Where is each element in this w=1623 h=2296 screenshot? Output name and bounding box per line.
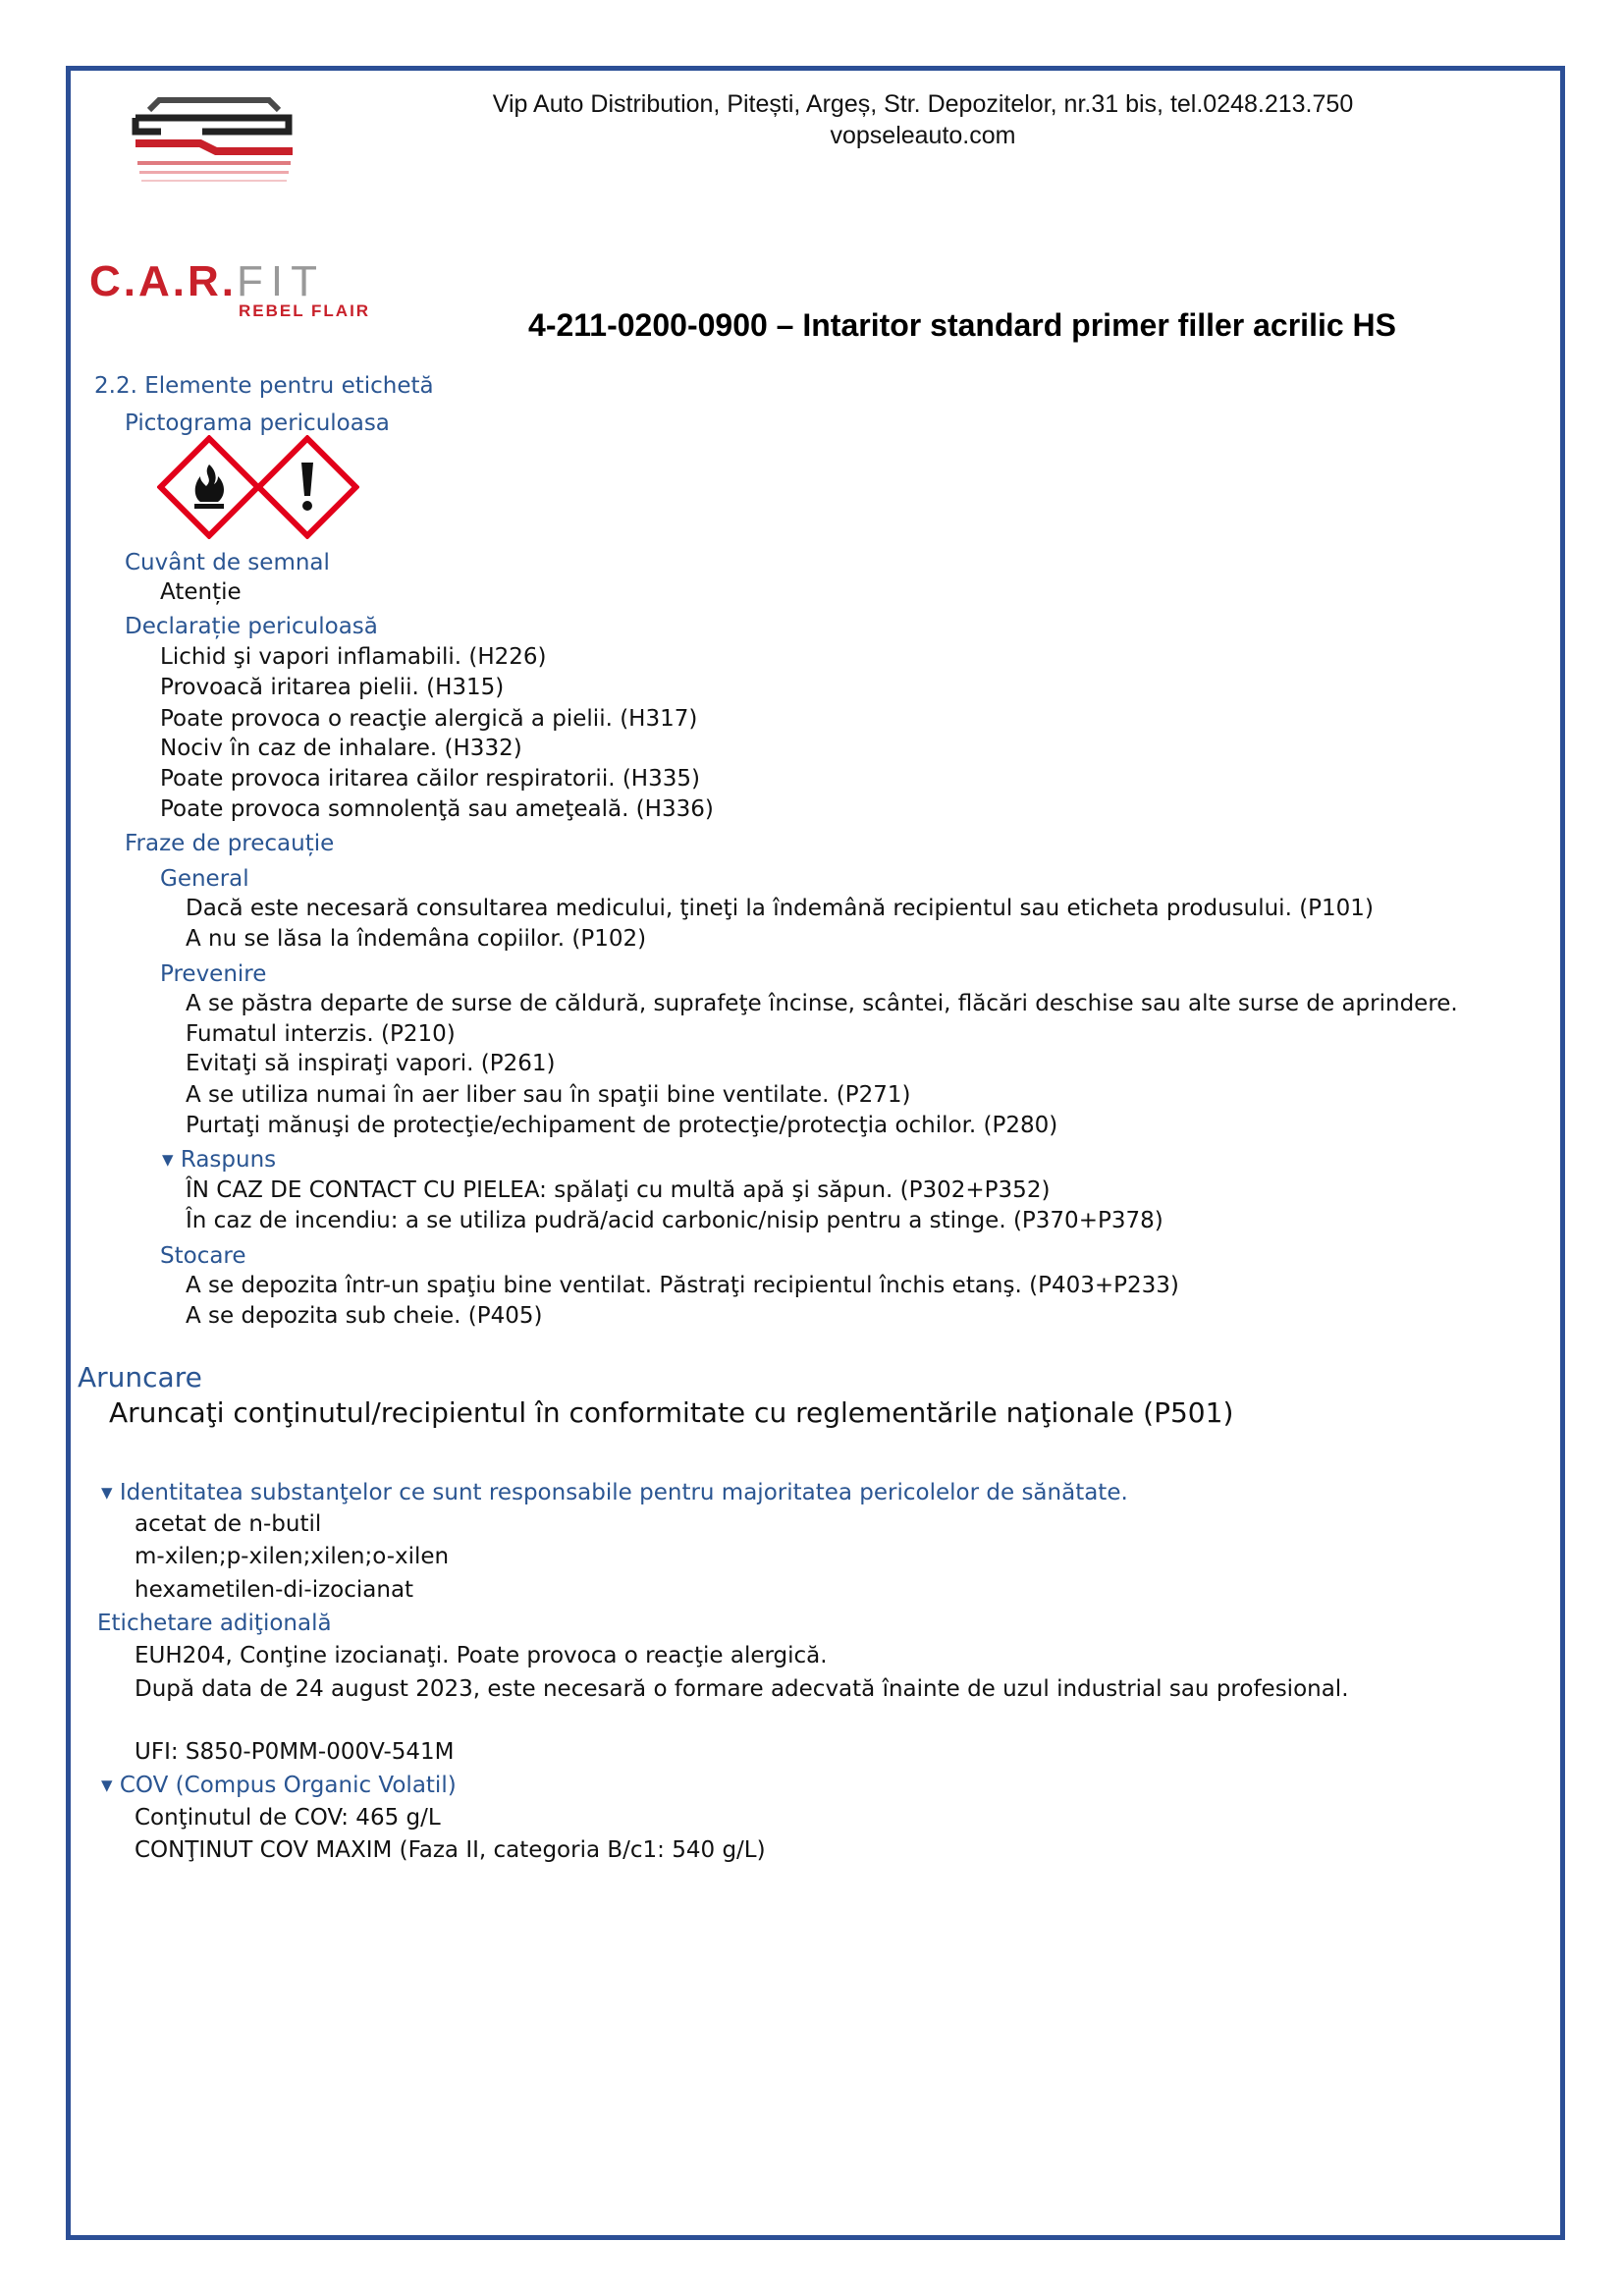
general-heading: General <box>160 866 249 892</box>
additional-line: După data de 24 august 2023, este necesară o formare adecvată înainte de uzul industrial sau profesional. <box>135 1676 1349 1702</box>
storage-heading: Stocare <box>160 1243 246 1269</box>
general-statement: Dacă este necesară consultarea medicului, ţineţi la îndemână recipientul sau eticheta produsului. (P101) <box>186 896 1374 921</box>
exclamation-icon <box>255 435 359 539</box>
hazard-statement: Poate provoca iritarea căilor respiratorii. (H335) <box>160 766 700 792</box>
company-address: Vip Auto Distribution, Pitești, Argeș, Str. Depozitelor, nr.31 bis, tel.0248.213.750 <box>492 90 1354 118</box>
additional-line: EUH204, Conţine izocianaţi. Poate provoca o reacţie alergică. <box>135 1643 828 1668</box>
hazard-statement: Poate provoca somnolenţă sau ameţeală. (H336) <box>160 796 714 822</box>
hazard-statement: Nociv în caz de inhalare. (H332) <box>160 736 522 761</box>
section-heading: 2.2. Elemente pentru etichetă <box>94 373 434 399</box>
substance-item: hexametilen-di-izocianat <box>135 1577 414 1603</box>
identity-heading[interactable]: ▾ Identitatea substanţelor ce sunt responsabile pentru majoritatea pericolelor de sănătate. <box>101 1480 1128 1505</box>
prevention-statement: Purtaţi mănuşi de protecţie/echipament de protecţie/protecţia ochilor. (P280) <box>186 1113 1058 1138</box>
signal-word-heading: Cuvânt de semnal <box>125 550 330 575</box>
brand-car: C.A.R. <box>89 257 237 305</box>
response-statement: ÎN CAZ DE CONTACT CU PIELEA: spălaţi cu multă apă şi săpun. (P302+P352) <box>186 1177 1051 1203</box>
hazard-statement: Provoacă iritarea pielii. (H315) <box>160 675 505 700</box>
disposal-statement: Aruncaţi conţinutul/recipientul în conformitate cu reglementările naţionale (P501) <box>109 1396 1234 1429</box>
prevention-heading: Prevenire <box>160 961 267 987</box>
substance-item: m-xilen;p-xilen;xilen;o-xilen <box>135 1544 450 1569</box>
hazard-heading: Declarație periculoasă <box>125 614 378 639</box>
general-statement: A nu se lăsa la îndemâna copiilor. (P102) <box>186 926 647 952</box>
hazard-statement: Lichid şi vapori inflamabili. (H226) <box>160 644 547 670</box>
voc-line: Conţinutul de COV: 465 g/L <box>135 1805 441 1831</box>
brand-tagline: REBEL FLAIR <box>239 301 371 320</box>
storage-statement: A se depozita într-un spaţiu bine ventilat. Păstraţi recipientul închis etanş. (P403+P233) <box>186 1273 1179 1298</box>
ufi-code: UFI: S850-P0MM-000V-541M <box>135 1739 455 1765</box>
pictogram-heading: Pictograma periculoasa <box>125 410 390 436</box>
response-heading[interactable]: ▾ Raspuns <box>162 1147 277 1173</box>
voc-line: CONŢINUT COV MAXIM (Faza II, categoria B/c1: 540 g/L) <box>135 1837 766 1863</box>
disposal-heading: Aruncare <box>78 1361 202 1394</box>
additional-heading: Etichetare adiţională <box>97 1611 332 1636</box>
document-title: 4-211-0200-0900 – Intaritor standard primer filler acrilic HS <box>528 307 1396 343</box>
voc-heading[interactable]: ▾ COV (Compus Organic Volatil) <box>101 1773 457 1798</box>
flame-icon <box>157 435 261 539</box>
hazard-statement: Poate provoca o reacţie alergică a pielii. (H317) <box>160 706 698 732</box>
precaution-heading: Fraze de precauție <box>125 831 335 856</box>
company-website: vopseleauto.com <box>830 122 1016 149</box>
brand-fit: FIT <box>237 257 325 305</box>
prevention-statement: Evitaţi să inspiraţi vapori. (P261) <box>186 1051 556 1076</box>
substance-item: acetat de n-butil <box>135 1511 322 1537</box>
car-logo-icon <box>132 96 298 194</box>
brand-logo <box>89 257 325 306</box>
response-statement: În caz de incendiu: a se utiliza pudră/acid carbonic/nisip pentru a stinge. (P370+P378) <box>186 1208 1163 1233</box>
prevention-statement: A se utiliza numai în aer liber sau în spaţii bine ventilate. (P271) <box>186 1082 911 1108</box>
prevention-statement: A se păstra departe de surse de căldură, suprafeţe încinse, scântei, flăcări deschise sau alte surse de aprindere. <box>186 991 1458 1016</box>
storage-statement: A se depozita sub cheie. (P405) <box>186 1303 543 1329</box>
prevention-statement: Fumatul interzis. (P210) <box>186 1021 456 1047</box>
signal-word: Atenție <box>160 579 242 605</box>
